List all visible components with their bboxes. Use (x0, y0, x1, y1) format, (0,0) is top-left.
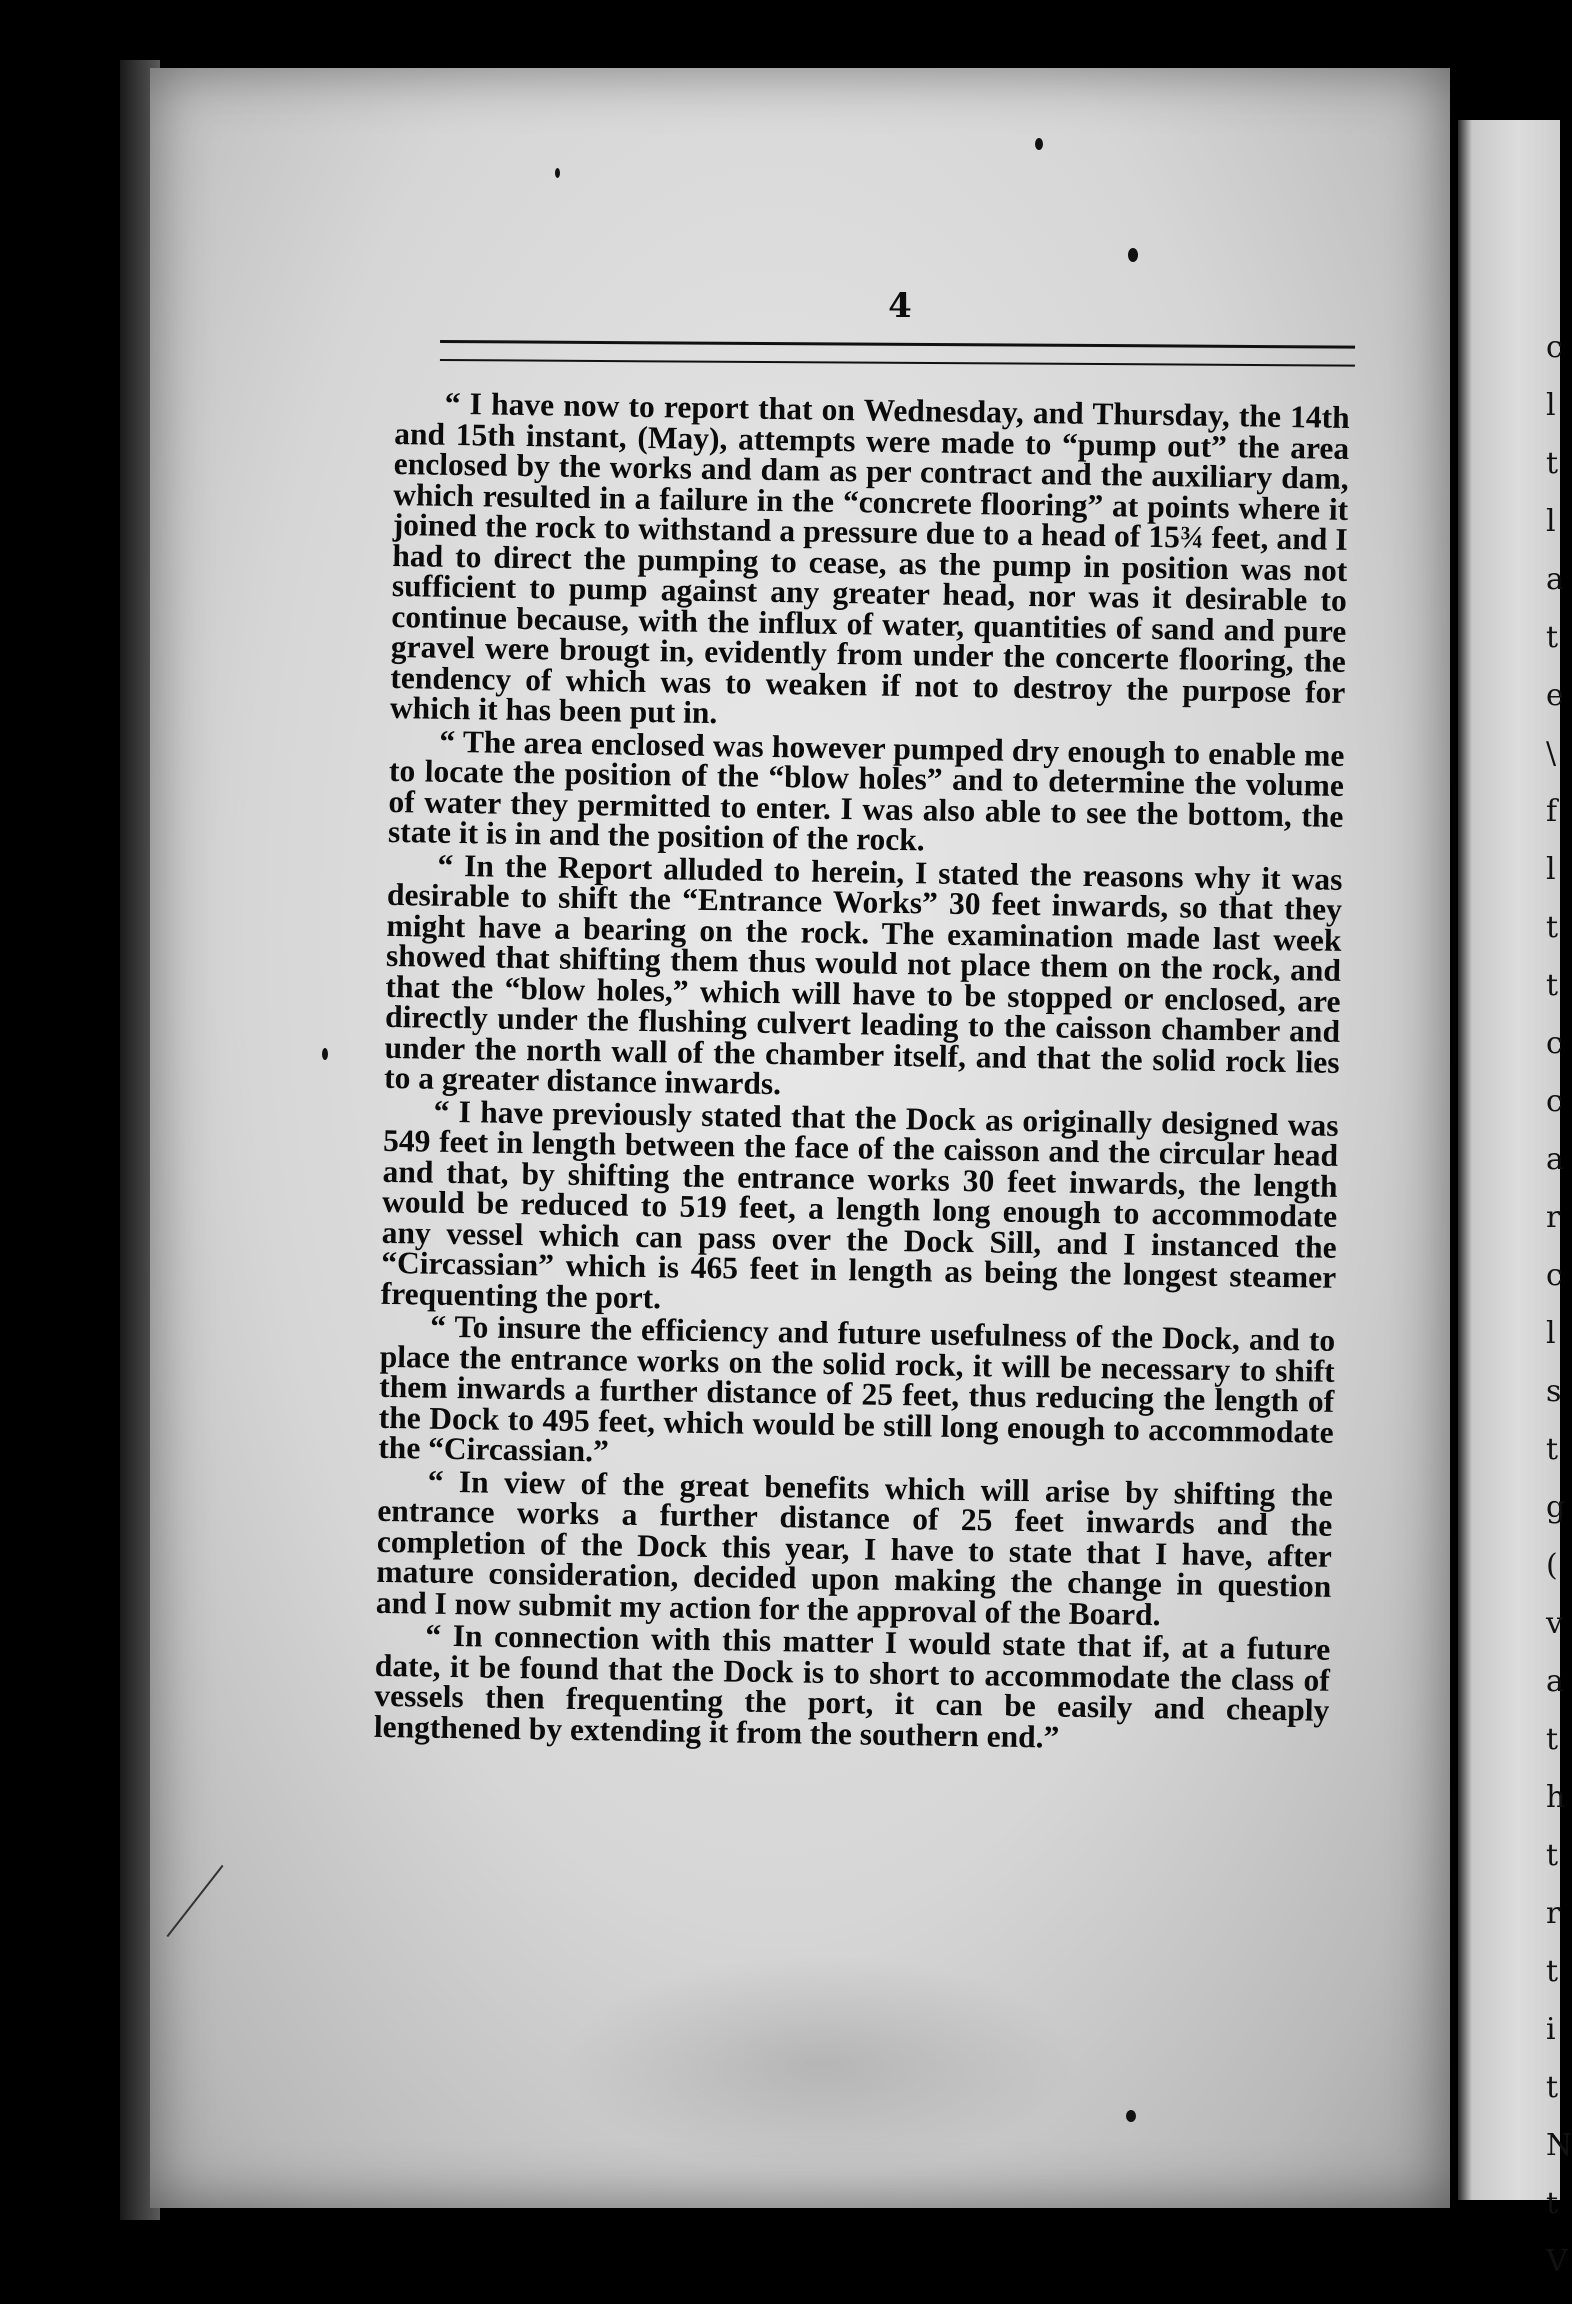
facing-page-letter: ( (1546, 1548, 1558, 1583)
facing-page-letter: a (1546, 1142, 1564, 1177)
facing-page-letter: c (1546, 1084, 1563, 1119)
facing-page-letter: l (1546, 1316, 1556, 1351)
ink-speck (555, 168, 560, 178)
page-number: 4 (888, 286, 912, 326)
ink-speck (1128, 248, 1138, 262)
facing-page-letter: t (1546, 910, 1559, 945)
facing-page-edge (1458, 120, 1572, 2279)
facing-page-letter: N (1546, 2128, 1572, 2163)
facing-page-letter: a (1546, 1664, 1564, 1699)
paragraph-7: “ In connection with this matter I would state that if, at a future date, it be found that the Dock is to short to accommodate the class of vessels then frequenting the port, it can be easily and cheaply lengthened by extending it from the southern end.” (373, 1617, 1331, 1755)
facing-page-letter: t (1546, 446, 1559, 481)
facing-page-letter: h (1546, 1780, 1566, 1815)
paragraph-2: “ The area enclosed was however pumped dry enough to enable me to locate the position of the “blow holes” and to determine the volume of water they permitted to enter. I was also able to see the bottom, the state it is in and the position of the rock. (387, 723, 1345, 858)
facing-page-letters (1458, 120, 1572, 2279)
facing-page-letter: e (1546, 678, 1564, 713)
facing-page-letter: s (1546, 1374, 1562, 1409)
page-stain (560, 1954, 1080, 2174)
facing-page-letter: l (1546, 504, 1556, 539)
facing-page-letter: c (1546, 1026, 1563, 1061)
facing-page-letter: t (1546, 620, 1559, 655)
paragraph-6: “ In view of the great benefits which will arise by shifting the entrance works a further distance of 25 feet inwards and the completion of the Dock this year, I have to state that I have, after mature consideration, decided upon making the change in question and I now submit my action for the approval of the Board. (375, 1463, 1334, 1632)
facing-page-letter: l (1546, 388, 1556, 423)
ink-speck (1035, 138, 1043, 150)
facing-page-letter: g (1546, 1490, 1566, 1525)
paragraph-1: “ I have now to report that on Wednesday, and Thursday, the 14th and 15th instant, (May), attempts were made to “pump out” the area enclosed by the works and dam as per contract and the auxiliary dam, which resulted in a failure in the “concrete flooring” at points where it joined the rock to withstand a pressure due to a head of 15¾ feet, and I had to direct the pumping to cease, as the pump in position was not sufficient to pump against any greater head, nor was it desirable to continue because, with the influx of water, quantities of sand and pure gravel were brougt in, evidently from under the concerte flooring, the tendency of which was to weaken if not to destroy the purpose for which it has been put in. (389, 385, 1350, 731)
body-text (373, 385, 1350, 1757)
ink-speck (1126, 2110, 1136, 2122)
facing-page-letter: c (1546, 1258, 1563, 1293)
paragraph-5: “ To insure the efficiency and future usefulness of the Dock, and to place the entrance works on the solid rock, it will be necessary to shift them inwards a further distance of 25 feet, thus reducing the length of the Dock to 495 feet, which would be still long enough to accommodate the “Circassian.” (378, 1308, 1336, 1469)
facing-page-letter: t (1546, 2070, 1559, 2105)
facing-page-letter: r (1546, 1200, 1561, 1235)
facing-page-letter: t (1546, 968, 1559, 1003)
paragraph-3: “ In the Report alluded to herein, I stated the reasons why it was desirable to shift the “Entrance Works” 30 feet inwards, so that they might have a bearing on the rock. The examination made last week showed that shifting them thus would not place them on the rock, and that the “blow holes,” which will have to be stopped or enclosed, are directly under the flushing culvert leading to the caisson chamber and under the north wall of the chamber itself, and that the solid rock lies to a greater distance inwards. (383, 847, 1343, 1102)
facing-page-letter: \ (1546, 736, 1557, 771)
facing-page-letter: t (1546, 1954, 1559, 1989)
facing-page-letter: t (1546, 1722, 1559, 1757)
facing-page-letter: i (1546, 2012, 1556, 2047)
facing-page-letter: c (1546, 330, 1563, 365)
facing-page-letter: r (1546, 1896, 1561, 1931)
facing-page-letter: l (1546, 852, 1556, 887)
facing-page-letter: v (1546, 1606, 1563, 1641)
facing-page-letter: t (1546, 2186, 1559, 2221)
facing-page-letter: t (1546, 1432, 1559, 1467)
facing-page-letter: V (1546, 2244, 1568, 2279)
facing-page-letter: f (1546, 794, 1558, 829)
facing-page-letter: a (1546, 562, 1564, 597)
paragraph-4: “ I have previously stated that the Dock as originally designed was 549 feet in length between the face of the caisson and the circular head and that, by shifting the entrance works 30 feet inwards, the length would be reduced to 519 feet, a length long enough to accommodate any vessel which can pass over the Dock Sill, and I instanced the “Circassian” which is 465 feet in length as being the longest steamer frequenting the port. (380, 1093, 1339, 1315)
facing-page-letter: t (1546, 1838, 1559, 1873)
ink-speck (322, 1048, 328, 1060)
